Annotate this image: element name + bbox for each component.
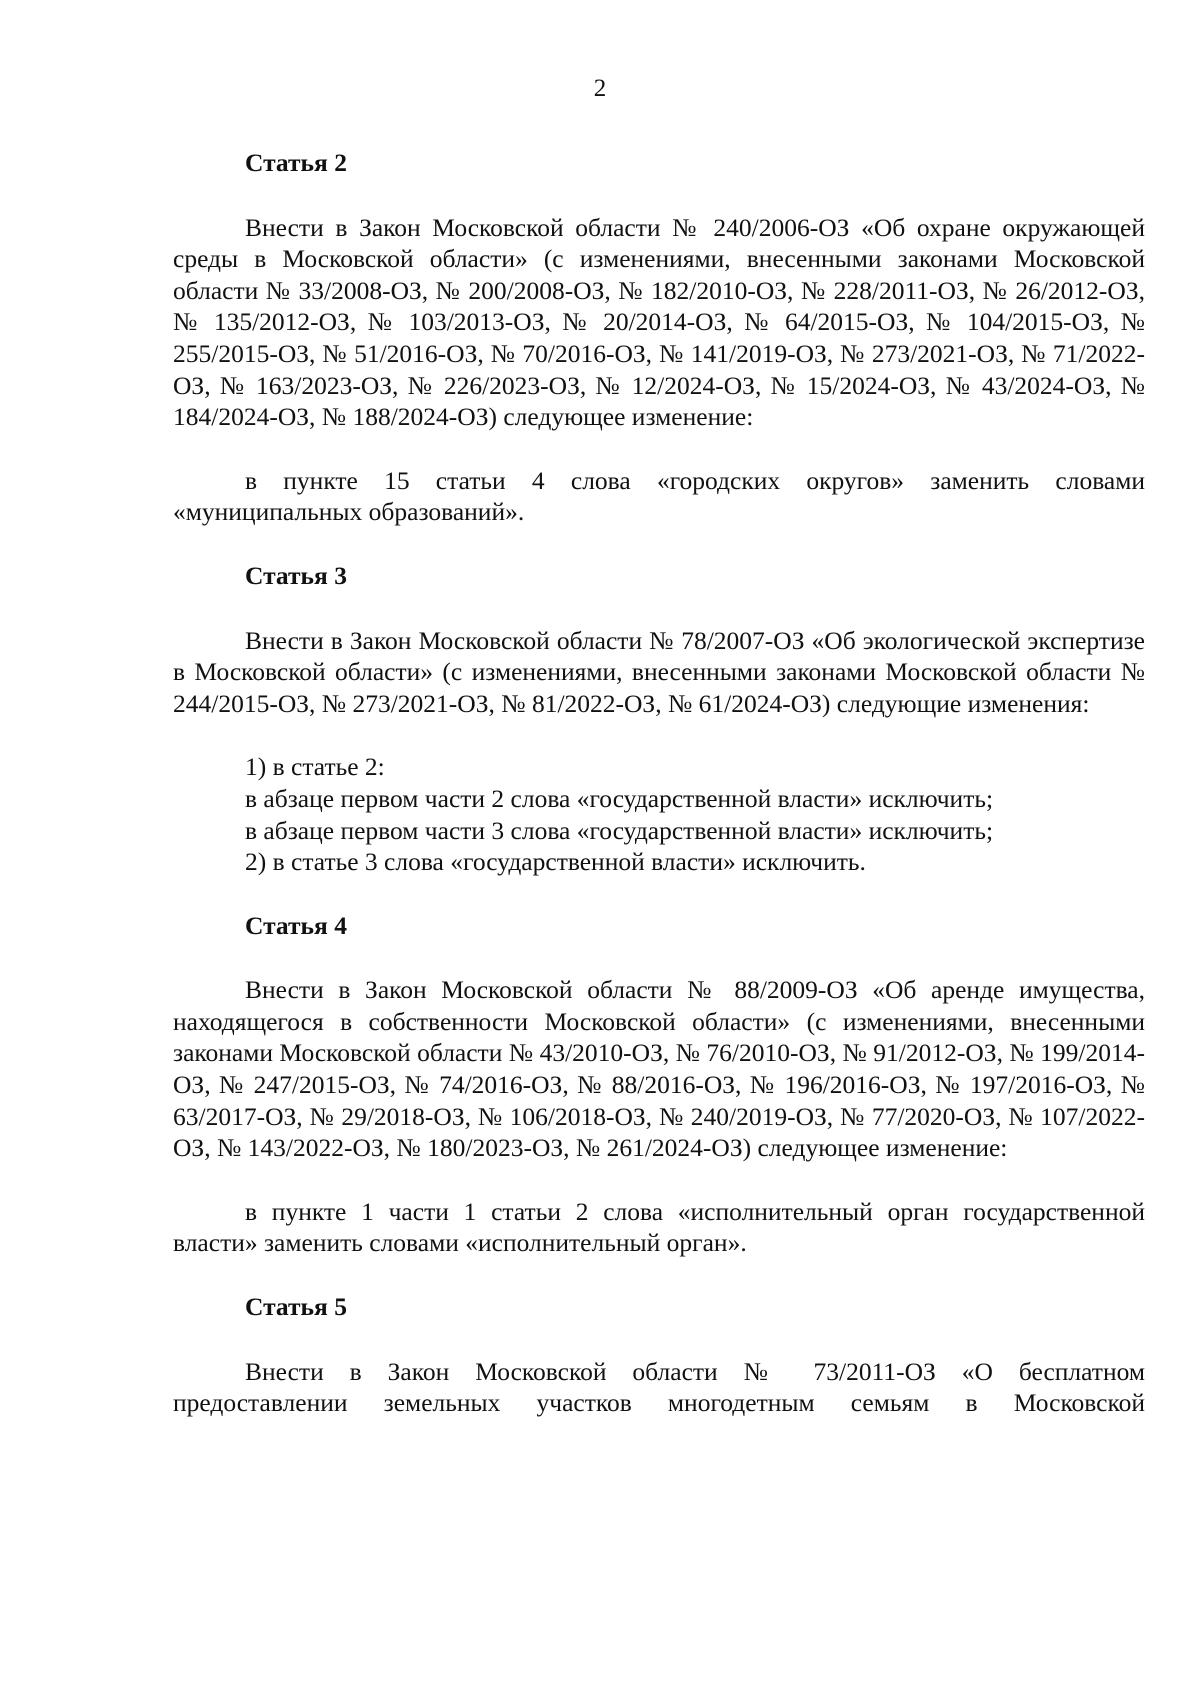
article-2 (173, 147, 1145, 528)
article-paragraph: Внести в Закон Московской области № 78/2007-ОЗ «Об экологической экспертизе в Московской области» (с изменениями, внесенными законами Московской области № 244/2015-ОЗ, № 273/2021-ОЗ, № 81/2022-ОЗ, № 61/2024-ОЗ) следующие изменения: (173, 625, 1145, 718)
amendment-line: 2) в статье 3 слова «государственной власти» исключить. (245, 847, 866, 877)
article-paragraph: Внести в Закон Московской области № 73/2011-ОЗ «О бесплатном предоставлении земельных участков многодетным семьям в Московской (173, 1356, 1145, 1418)
amendment-line: 1) в статье 2: (245, 752, 385, 782)
article-paragraph: в пункте 1 части 1 статьи 2 слова «исполнительный орган государственной власти» заменить словами «исполнительный орган». (173, 1196, 1145, 1258)
article-heading: Статья 5 (245, 1292, 347, 1322)
article-paragraph: Внести в Закон Московской области № 88/2009-ОЗ «Об аренде имущества, находящегося в собственности Московской области» (с изменениями, внесенными законами Московской области № 43/2010-ОЗ, № 76/2010-ОЗ, № 91/2012-ОЗ, № 199/2014-ОЗ, № 247/2015-ОЗ, № 74/2016-ОЗ, № 88/2016-ОЗ, № 196/2016-ОЗ, № 197/2016-ОЗ, № 63/2017-ОЗ, № 29/2018-ОЗ, № 106/2018-ОЗ, № 240/2019-ОЗ, № 77/2020-ОЗ, № 107/2022-ОЗ, № 143/2022-ОЗ, № 180/2023-ОЗ, № 261/2024-ОЗ) следующее изменение: (173, 975, 1145, 1163)
article-3 (173, 560, 1145, 878)
document-body (173, 147, 1145, 1419)
article-heading: Статья 2 (245, 148, 347, 177)
article-heading: Статья 3 (245, 560, 347, 590)
page-number: 2 (593, 75, 607, 102)
article-paragraph: Внести в Закон Московской области № 240/2006-ОЗ «Об охране окружающей среды в Московской области» (с изменениями, внесенными законами Московской области № 33/2008-ОЗ, № 200/2008-ОЗ, № 182/2010-ОЗ, № 228/2011-ОЗ, № 26/2012-ОЗ, № 135/2012-ОЗ, № 103/2013-ОЗ, № 20/2014-ОЗ, № 64/2015-ОЗ, № 104/2015-ОЗ, № 255/2015-ОЗ, № 51/2016-ОЗ, № 70/2016-ОЗ, № 141/2019-ОЗ, № 273/2021-ОЗ, № 71/2022-ОЗ, № 163/2023-ОЗ, № 226/2023-ОЗ, № 12/2024-ОЗ, № 15/2024-ОЗ, № 43/2024-ОЗ, № 184/2024-ОЗ, № 188/2024-ОЗ) следующее изменение: (173, 212, 1145, 432)
article-5 (173, 1291, 1145, 1419)
article-4 (173, 910, 1145, 1259)
article-paragraph: в пункте 15 статьи 4 слова «городских округов» заменить словами «муниципальных образований». (173, 465, 1145, 527)
amendment-line: в абзаце первом части 3 слова «государственной власти» исключить; (245, 815, 994, 845)
amendment-line: в абзаце первом части 2 слова «государственной власти» исключить; (245, 783, 994, 813)
article-heading: Статья 4 (245, 910, 347, 940)
